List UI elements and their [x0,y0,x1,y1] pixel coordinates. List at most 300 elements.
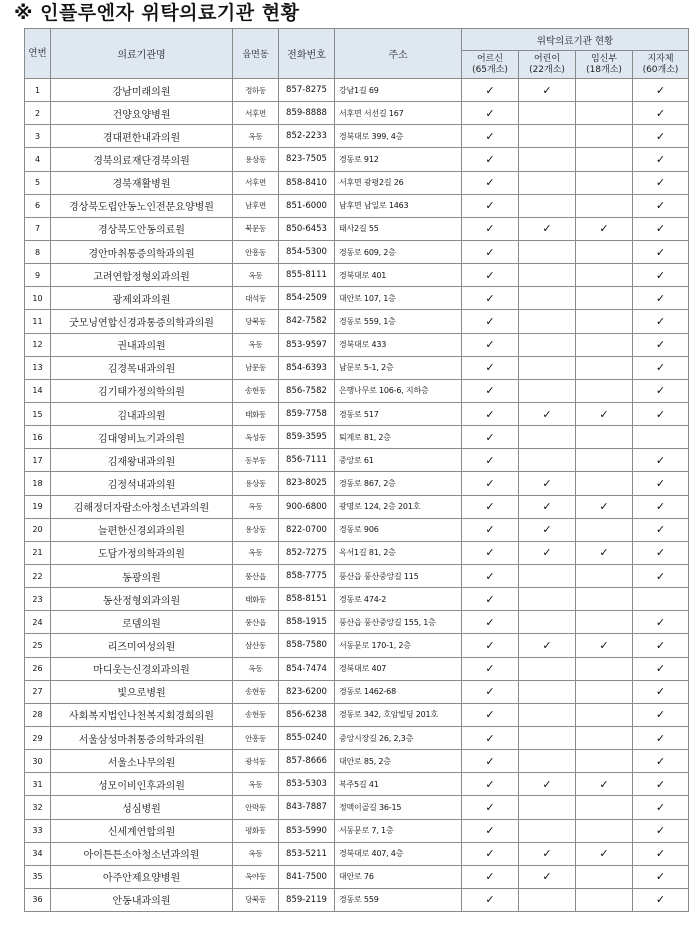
cell-check-child [519,703,576,726]
cell-check-child [519,495,576,518]
cell-clinic-name: 리즈미여성의원 [51,634,233,657]
cell-check-child [519,379,576,402]
cell-check-pregnant [576,634,633,657]
cell-no: 16 [25,426,51,449]
cell-clinic-name: 굿모닝연합신경과통증의학과의원 [51,310,233,333]
cell-address: 중앙시장길 26, 2,3층 [335,726,462,749]
cell-check-local [633,240,689,263]
header-elderly [462,51,519,79]
cell-phone: 854-6393 [279,356,335,379]
cell-dong: 삼산동 [233,634,279,657]
cell-address: 경동로 1462-68 [335,680,462,703]
cell-address: 대안로 107, 1층 [335,287,462,310]
cell-check-local [633,495,689,518]
check-mark-icon: ✓ [655,245,666,259]
cell-address: 남후면 남일로 1463 [335,194,462,217]
cell-dong: 옥동 [233,333,279,356]
cell-address: 경동로 342, 호암빌딩 201호 [335,703,462,726]
check-mark-icon: ✓ [485,638,495,652]
cell-no: 18 [25,472,51,495]
cell-phone: 859-8888 [279,102,335,125]
check-mark-icon: ✓ [655,314,666,328]
table-row [25,495,689,518]
header-pregnant-label: 임신부 [590,53,618,64]
cell-no: 1 [25,79,51,102]
cell-check-child [519,240,576,263]
cell-check-pregnant [576,472,633,495]
cell-check-elderly [462,726,519,749]
cell-no: 15 [25,402,51,425]
cell-check-elderly [462,888,519,911]
table-row [25,819,689,842]
check-mark-icon: ✓ [542,870,552,884]
cell-no: 3 [25,125,51,148]
cell-phone: 900-6800 [279,495,335,518]
cell-check-local [633,125,689,148]
check-mark-icon: ✓ [655,291,666,305]
cell-address: 정맥이골길 36-15 [335,796,462,819]
cell-address: 서후면 서선길 167 [335,102,462,125]
cell-check-child [519,310,576,333]
table-row [25,842,689,865]
cell-check-elderly [462,356,519,379]
cell-address: 경동로 609, 2층 [335,240,462,263]
cell-no: 36 [25,888,51,911]
cell-phone: 857-8275 [279,79,335,102]
cell-phone: 856-7582 [279,379,335,402]
check-mark-icon: ✓ [655,546,666,560]
cell-check-local [633,171,689,194]
check-mark-icon: ✓ [655,384,666,398]
table-row [25,634,689,657]
cell-no: 13 [25,356,51,379]
cell-check-pregnant [576,541,633,564]
cell-dong: 광석동 [233,750,279,773]
cell-dong: 남후면 [233,194,279,217]
cell-check-pregnant [576,518,633,541]
cell-check-pregnant [576,773,633,796]
check-mark-icon: ✓ [485,106,495,120]
cell-check-pregnant [576,495,633,518]
cell-address: 서동문로 170-1, 2층 [335,634,462,657]
cell-check-local [633,541,689,564]
cell-check-local [633,333,689,356]
cell-check-local [633,102,689,125]
table-row [25,865,689,888]
cell-clinic-name: 빛으로병원 [51,680,233,703]
cell-check-local [633,703,689,726]
table-row [25,171,689,194]
cell-check-elderly [462,217,519,240]
check-mark-icon: ✓ [485,176,495,190]
table-row [25,472,689,495]
cell-dong: 용상동 [233,472,279,495]
cell-phone: 851-6000 [279,194,335,217]
cell-check-local [633,518,689,541]
check-mark-icon: ✓ [655,754,666,768]
cell-dong: 옥동 [233,541,279,564]
check-mark-icon: ✓ [655,615,666,629]
cell-check-local [633,888,689,911]
cell-check-elderly [462,680,519,703]
cell-no: 28 [25,703,51,726]
cell-check-pregnant [576,703,633,726]
cell-check-pregnant [576,171,633,194]
cell-clinic-name: 경대편한내과의원 [51,125,233,148]
cell-check-child [519,773,576,796]
check-mark-icon: ✓ [655,662,666,676]
table-row [25,588,689,611]
cell-check-elderly [462,657,519,680]
cell-clinic-name: 김경목내과의원 [51,356,233,379]
cell-check-local [633,310,689,333]
cell-check-child [519,402,576,425]
cell-check-pregnant [576,240,633,263]
check-mark-icon: ✓ [485,361,495,375]
check-mark-icon: ✓ [655,708,666,722]
cell-check-pregnant [576,865,633,888]
check-mark-icon: ✓ [485,291,495,305]
cell-phone: 822-0700 [279,518,335,541]
cell-check-child [519,426,576,449]
check-mark-icon: ✓ [485,615,495,629]
cell-phone: 842-7582 [279,310,335,333]
cell-check-child [519,796,576,819]
cell-dong: 옥성동 [233,426,279,449]
cell-address: 태사2길 55 [335,217,462,240]
check-mark-icon: ✓ [485,222,495,236]
table-row [25,449,689,472]
cell-check-elderly [462,148,519,171]
cell-check-local [633,194,689,217]
cell-phone: 823-7505 [279,148,335,171]
cell-check-elderly [462,333,519,356]
cell-check-pregnant [576,310,633,333]
cell-check-child [519,194,576,217]
cell-phone: 852-2233 [279,125,335,148]
cell-phone: 856-6238 [279,703,335,726]
cell-dong: 북문동 [233,217,279,240]
cell-check-elderly [462,634,519,657]
cell-phone: 843-7887 [279,796,335,819]
cell-phone: 856-7111 [279,449,335,472]
cell-dong: 안흥동 [233,726,279,749]
cell-check-elderly [462,287,519,310]
cell-check-elderly [462,611,519,634]
check-mark-icon: ✓ [655,268,666,282]
cell-clinic-name: 동산정형외과의원 [51,588,233,611]
cell-check-child [519,634,576,657]
cell-clinic-name: 김해정더자람소아청소년과의원 [51,495,233,518]
cell-check-pregnant [576,79,633,102]
header-dong: 읍면동 [233,29,279,79]
check-mark-icon: ✓ [655,176,666,190]
cell-phone: 853-9597 [279,333,335,356]
header-elderly-count: (65개소) [472,64,508,75]
cell-phone: 854-7474 [279,657,335,680]
cell-dong: 옥동 [233,495,279,518]
cell-check-local [633,402,689,425]
cell-dong: 태화동 [233,588,279,611]
cell-address: 경동로 912 [335,148,462,171]
cell-check-child [519,79,576,102]
check-mark-icon: ✓ [485,338,495,352]
cell-check-child [519,125,576,148]
header-status-group: 위탁의료기관 현황 [462,29,689,51]
cell-clinic-name: 김기태가정의학의원 [51,379,233,402]
table-row [25,888,689,911]
table-row [25,194,689,217]
check-mark-icon: ✓ [485,754,495,768]
cell-dong: 서후면 [233,102,279,125]
cell-check-elderly [462,449,519,472]
cell-check-elderly [462,518,519,541]
cell-clinic-name: 성심병원 [51,796,233,819]
cell-check-local [633,750,689,773]
cell-check-child [519,680,576,703]
cell-check-pregnant [576,564,633,587]
cell-dong: 동부동 [233,449,279,472]
check-mark-icon: ✓ [599,638,609,652]
cell-check-local [633,379,689,402]
cell-dong: 풍산읍 [233,564,279,587]
check-mark-icon: ✓ [485,708,495,722]
check-mark-icon: ✓ [485,800,495,814]
cell-dong: 남문동 [233,356,279,379]
cell-clinic-name: 서울소나무의원 [51,750,233,773]
cell-check-elderly [462,264,519,287]
cell-phone: 854-5300 [279,240,335,263]
table-row [25,426,689,449]
check-mark-icon: ✓ [485,731,495,745]
cell-clinic-name: 경북재활병원 [51,171,233,194]
cell-check-child [519,726,576,749]
check-mark-icon: ✓ [655,638,666,652]
cell-clinic-name: 경상북도립안동노인전문요양병원 [51,194,233,217]
cell-check-child [519,564,576,587]
cell-check-child [519,217,576,240]
cell-check-child [519,750,576,773]
check-mark-icon: ✓ [655,569,666,583]
cell-no: 2 [25,102,51,125]
header-child-count: (22개소) [529,64,565,75]
cell-check-child [519,888,576,911]
cell-clinic-name: 권내과의원 [51,333,233,356]
cell-check-pregnant [576,426,633,449]
header-local [633,51,689,79]
table-row [25,750,689,773]
cell-check-elderly [462,564,519,587]
cell-clinic-name: 김대영비뇨기과의원 [51,426,233,449]
check-mark-icon: ✓ [655,523,666,537]
cell-check-child [519,588,576,611]
cell-check-elderly [462,750,519,773]
cell-dong: 옥동 [233,125,279,148]
cell-clinic-name: 늘편한신경외과의원 [51,518,233,541]
cell-no: 12 [25,333,51,356]
cell-no: 5 [25,171,51,194]
table-row [25,680,689,703]
cell-check-child [519,611,576,634]
cell-phone: 852-7275 [279,541,335,564]
cell-phone: 858-7580 [279,634,335,657]
cell-phone: 858-7775 [279,564,335,587]
cell-phone: 853-5303 [279,773,335,796]
check-mark-icon: ✓ [655,731,666,745]
check-mark-icon: ✓ [655,83,666,97]
cell-check-elderly [462,310,519,333]
cell-check-elderly [462,402,519,425]
cell-no: 33 [25,819,51,842]
check-mark-icon: ✓ [485,384,495,398]
table-row [25,264,689,287]
cell-no: 9 [25,264,51,287]
cell-check-elderly [462,773,519,796]
cell-check-pregnant [576,102,633,125]
cell-address: 옥서1길 81, 2층 [335,541,462,564]
cell-clinic-name: 김재왕내과의원 [51,449,233,472]
cell-check-pregnant [576,888,633,911]
table-row [25,773,689,796]
cell-check-child [519,333,576,356]
cell-check-elderly [462,379,519,402]
header-name: 의료기관명 [51,29,233,79]
table-row [25,79,689,102]
cell-clinic-name: 사회복지법인나천복지회경희의원 [51,703,233,726]
cell-check-elderly [462,171,519,194]
table-row [25,148,689,171]
cell-check-elderly [462,865,519,888]
table-row [25,310,689,333]
cell-address: 경북대로 399, 4층 [335,125,462,148]
cell-no: 21 [25,541,51,564]
cell-dong: 옥동 [233,773,279,796]
cell-check-child [519,472,576,495]
cell-address: 경북대로 433 [335,333,462,356]
cell-clinic-name: 동광의원 [51,564,233,587]
cell-dong: 태화동 [233,402,279,425]
cell-clinic-name: 경안마취통증의학과의원 [51,240,233,263]
check-mark-icon: ✓ [485,476,495,490]
cell-no: 35 [25,865,51,888]
cell-check-local [633,796,689,819]
cell-phone: 850-6453 [279,217,335,240]
cell-check-child [519,356,576,379]
table-row [25,564,689,587]
check-mark-icon: ✓ [655,500,666,514]
cell-check-local [633,472,689,495]
check-mark-icon: ✓ [655,106,666,120]
cell-check-local [633,287,689,310]
cell-check-elderly [462,495,519,518]
check-mark-icon: ✓ [655,824,666,838]
table-row [25,379,689,402]
cell-check-local [633,634,689,657]
cell-check-pregnant [576,379,633,402]
cell-check-local [633,449,689,472]
cell-check-pregnant [576,148,633,171]
cell-no: 23 [25,588,51,611]
check-mark-icon: ✓ [655,453,666,467]
check-mark-icon: ✓ [542,523,552,537]
table-row [25,518,689,541]
cell-dong: 평화동 [233,819,279,842]
cell-check-pregnant [576,402,633,425]
header-tel: 전화번호 [279,29,335,79]
cell-no: 6 [25,194,51,217]
cell-no: 34 [25,842,51,865]
check-mark-icon: ✓ [485,893,495,907]
table-row [25,657,689,680]
check-mark-icon: ✓ [542,407,552,421]
header-no: 연번 [25,29,51,79]
check-mark-icon: ✓ [655,222,666,236]
cell-address: 대안로 85, 2층 [335,750,462,773]
header-local-count: (60개소) [642,64,679,75]
cell-no: 20 [25,518,51,541]
cell-check-local [633,726,689,749]
cell-address: 경동로 867, 2층 [335,472,462,495]
check-mark-icon: ✓ [485,268,495,282]
cell-address: 복주5길 41 [335,773,462,796]
cell-check-pregnant [576,194,633,217]
cell-check-pregnant [576,726,633,749]
cell-check-child [519,148,576,171]
cell-address: 서동문로 7, 1층 [335,819,462,842]
check-mark-icon: ✓ [485,592,495,606]
cell-clinic-name: 로뎀의원 [51,611,233,634]
cell-no: 27 [25,680,51,703]
cell-phone: 859-2119 [279,888,335,911]
table-body [25,79,689,912]
cell-check-pregnant [576,333,633,356]
check-mark-icon: ✓ [599,500,609,514]
check-mark-icon: ✓ [655,407,666,421]
cell-dong: 풍산읍 [233,611,279,634]
cell-address: 경동로 906 [335,518,462,541]
check-mark-icon: ✓ [485,523,495,537]
table-row [25,356,689,379]
cell-check-elderly [462,194,519,217]
check-mark-icon: ✓ [655,338,666,352]
cell-no: 25 [25,634,51,657]
cell-dong: 옥동 [233,657,279,680]
check-mark-icon: ✓ [599,407,609,421]
cell-no: 19 [25,495,51,518]
check-mark-icon: ✓ [542,222,552,236]
cell-clinic-name: 강남미래의원 [51,79,233,102]
cell-phone: 841-7500 [279,865,335,888]
table-row [25,796,689,819]
check-mark-icon: ✓ [485,870,495,884]
cell-check-elderly [462,472,519,495]
check-mark-icon: ✓ [485,569,495,583]
cell-check-child [519,657,576,680]
cell-check-child [519,541,576,564]
cell-clinic-name: 성모이비인후과의원 [51,773,233,796]
cell-no: 8 [25,240,51,263]
cell-check-child [519,819,576,842]
cell-check-pregnant [576,680,633,703]
cell-check-pregnant [576,449,633,472]
check-mark-icon: ✓ [599,546,609,560]
check-mark-icon: ✓ [485,685,495,699]
cell-address: 경동로 474-2 [335,588,462,611]
cell-phone: 855-8111 [279,264,335,287]
cell-dong: 용상동 [233,148,279,171]
cell-address: 서후면 광평2길 26 [335,171,462,194]
check-mark-icon: ✓ [485,662,495,676]
